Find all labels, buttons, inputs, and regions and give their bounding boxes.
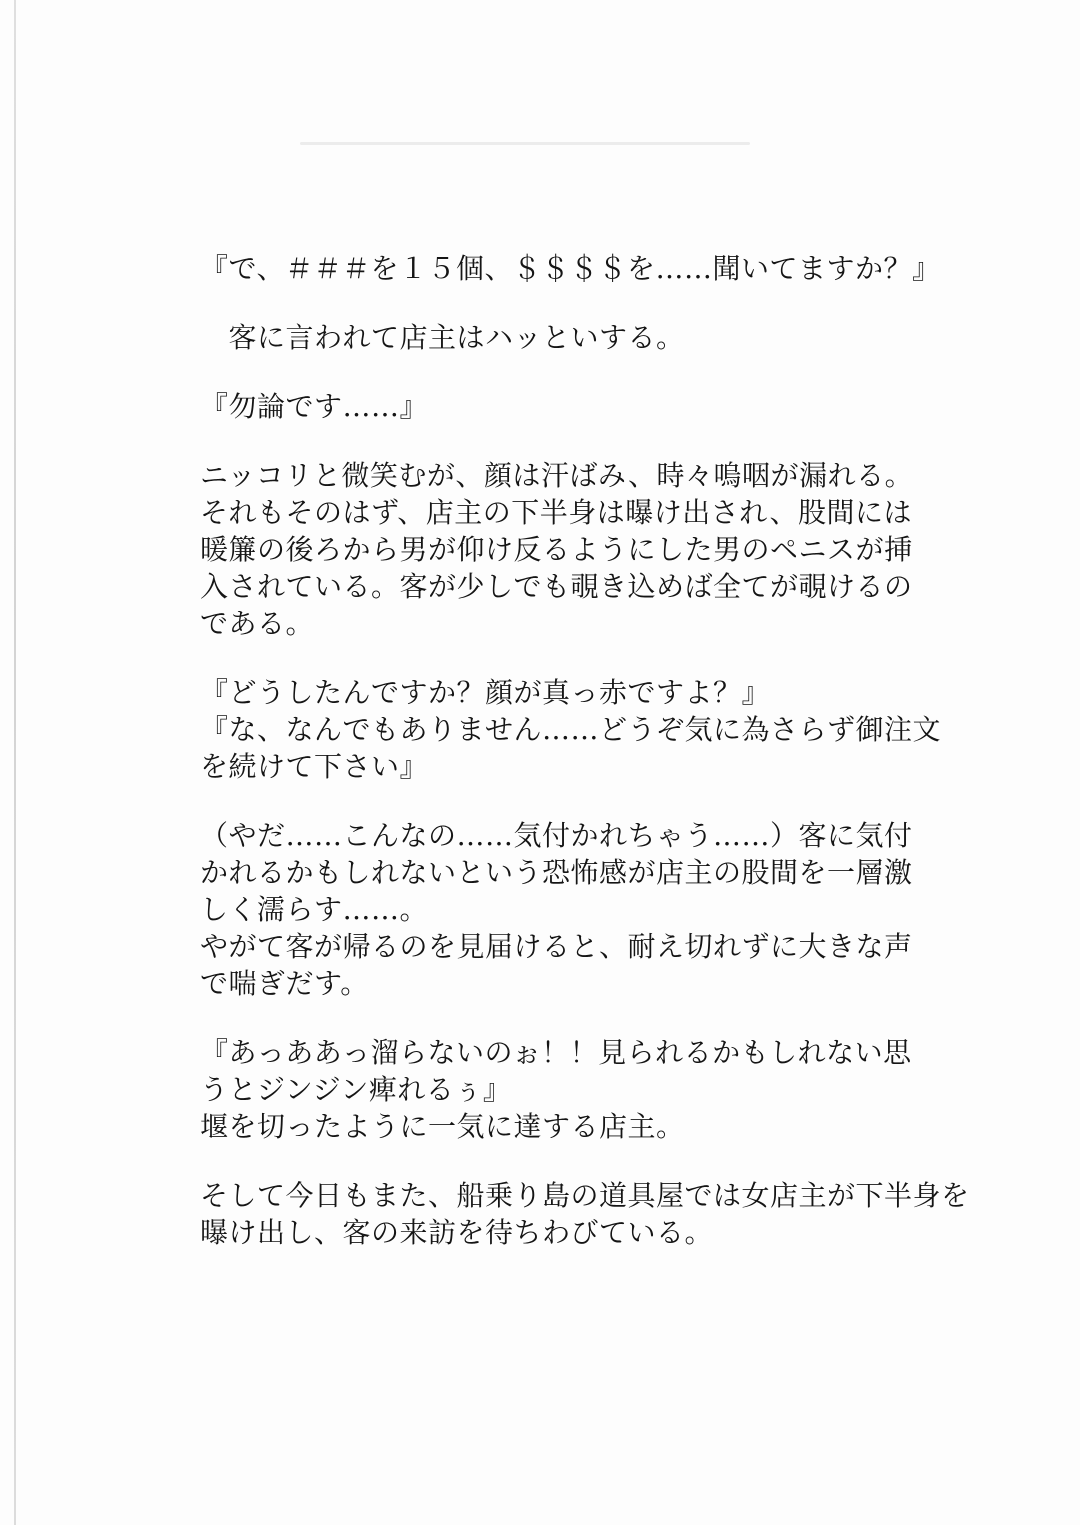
text-line: うとジンジン痺れるぅ』 bbox=[200, 1073, 512, 1106]
text-line: 曝け出し、客の来訪を待ちわびている。 bbox=[200, 1216, 714, 1249]
text-line: ニッコリと微笑むが、顔は汗ばみ、時々嗚咽が漏れる。 bbox=[200, 459, 914, 492]
text-line: 『で、＃＃＃を１５個、＄＄＄＄を……聞いてますか？』 bbox=[200, 252, 941, 285]
text-line: を続けて下さい』 bbox=[200, 750, 429, 783]
text-line: それもそのはず、店主の下半身は曝け出され、股間には bbox=[200, 496, 912, 529]
text-line: 暖簾の後ろから男が仰け反るようにした男のペニスが挿 bbox=[200, 533, 913, 566]
text-line: かれるかもしれないという恐怖感が店主の股間を一層激 bbox=[200, 856, 913, 889]
text-line: やがて客が帰るのを見届けると、耐え切れずに大きな声 bbox=[200, 930, 913, 963]
text-line: で喘ぎだす。 bbox=[200, 967, 369, 1000]
text-line: （やだ……こんなの……気付かれちゃう……）客に気付 bbox=[200, 819, 913, 852]
text-line: である。 bbox=[200, 607, 315, 640]
text-line: 『勿論です……』 bbox=[200, 390, 429, 423]
text-line: 『な、なんでもありません……どうぞ気に為さらず御注文 bbox=[200, 713, 942, 746]
text-line: 入されている。客が少しでも覗き込めば全てが覗けるの bbox=[200, 570, 913, 603]
text-line: そして今日もまた、船乗り島の道具屋では女店主が下半身を bbox=[200, 1179, 970, 1212]
text-line: 客に言われて店主はハッといする。 bbox=[200, 321, 685, 354]
text-line: しく濡らす……。 bbox=[200, 893, 429, 926]
story-text bbox=[200, 250, 970, 1251]
bleed-through-mark bbox=[300, 142, 750, 145]
text-line: 『あっああっ溜らないのぉ！！見られるかもしれない思 bbox=[200, 1036, 912, 1069]
text-line: 堰を切ったように一気に達する店主。 bbox=[200, 1110, 685, 1143]
scan-edge bbox=[14, 0, 16, 1525]
text-line: 『どうしたんですか？顔が真っ赤ですよ？』 bbox=[200, 676, 771, 709]
